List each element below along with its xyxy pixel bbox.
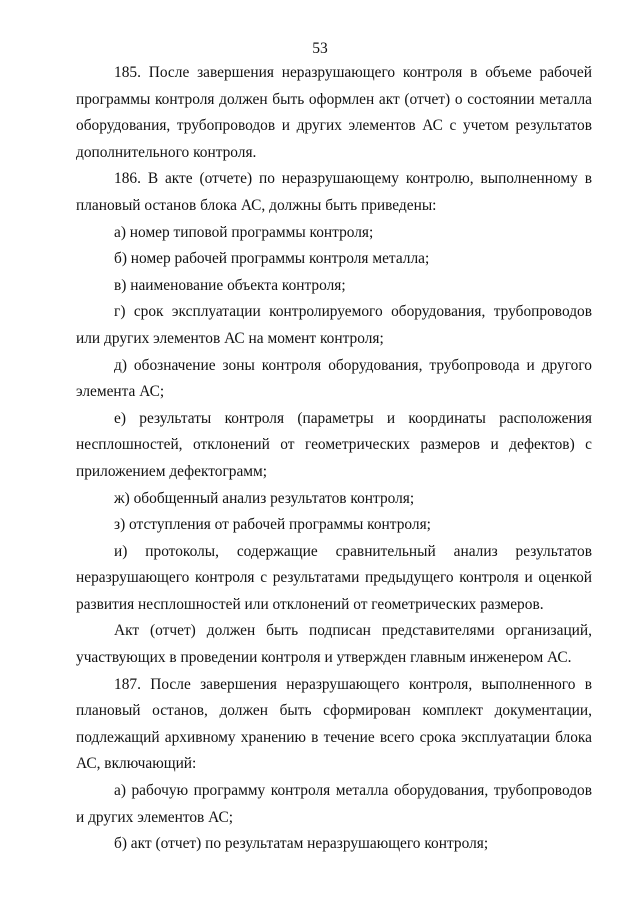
list-item-zh: ж) обобщенный анализ результатов контроля;: [114, 489, 415, 507]
list-item-v: в) наименование объекта контроля;: [114, 276, 346, 294]
paragraph-186: 186. В акте (отчете) по неразрушающему контролю, выполненному в плановый останов блока АС, должны быть приведены:: [76, 170, 592, 214]
paragraph-185: 185. После завершения неразрушающего контроля в объеме рабочей программы контроля должен быть оформлен акт (отчет) о состоянии металла оборудования, трубопроводов и других элементов АС с учетом результатов дополнительного контроля.: [76, 64, 592, 161]
list-item-i: и) протоколы, содержащие сравнительный анализ результатов неразрушающего контроля с результатами предыдущего контроля и оценкой развития несплошностей или отклонений от геометрических размеров.: [76, 542, 592, 613]
page-number: 53: [312, 40, 328, 57]
list-item-187-a: а) рабочую программу контроля металла оборудования, трубопроводов и других элементов АС;: [76, 782, 592, 826]
paragraph-187: 187. После завершения неразрушающего контроля, выполненного в плановый останов, должен быть сформирован комплект документации, подлежащий архивному хранению в течение всего срока эксплуатации блока АС, включающий:: [76, 675, 592, 773]
list-item-e: е) результаты контроля (параметры и координаты расположения несплошностей, отклонений от геометрических размеров и дефектов) с приложением дефектограмм;: [76, 409, 592, 480]
list-item-g: г) срок эксплуатации контролируемого оборудования, трубопроводов или других элементов АС на момент контроля;: [76, 303, 592, 347]
paragraph-act-signature: Акт (отчет) должен быть подписан представителями организаций, участвующих в проведении контроля и утвержден главным инженером АС.: [76, 622, 592, 667]
list-item-a: а) номер типовой программы контроля;: [114, 223, 374, 241]
document-body: [76, 60, 592, 858]
list-item-187-b: б) акт (отчет) по результатам неразрушающего контроля;: [114, 835, 489, 853]
list-item-z: з) отступления от рабочей программы контроля;: [114, 516, 431, 534]
list-item-d: д) обозначение зоны контроля оборудования, трубопровода и другого элемента АС;: [76, 356, 592, 401]
list-item-b: б) номер рабочей программы контроля металла;: [114, 250, 430, 268]
